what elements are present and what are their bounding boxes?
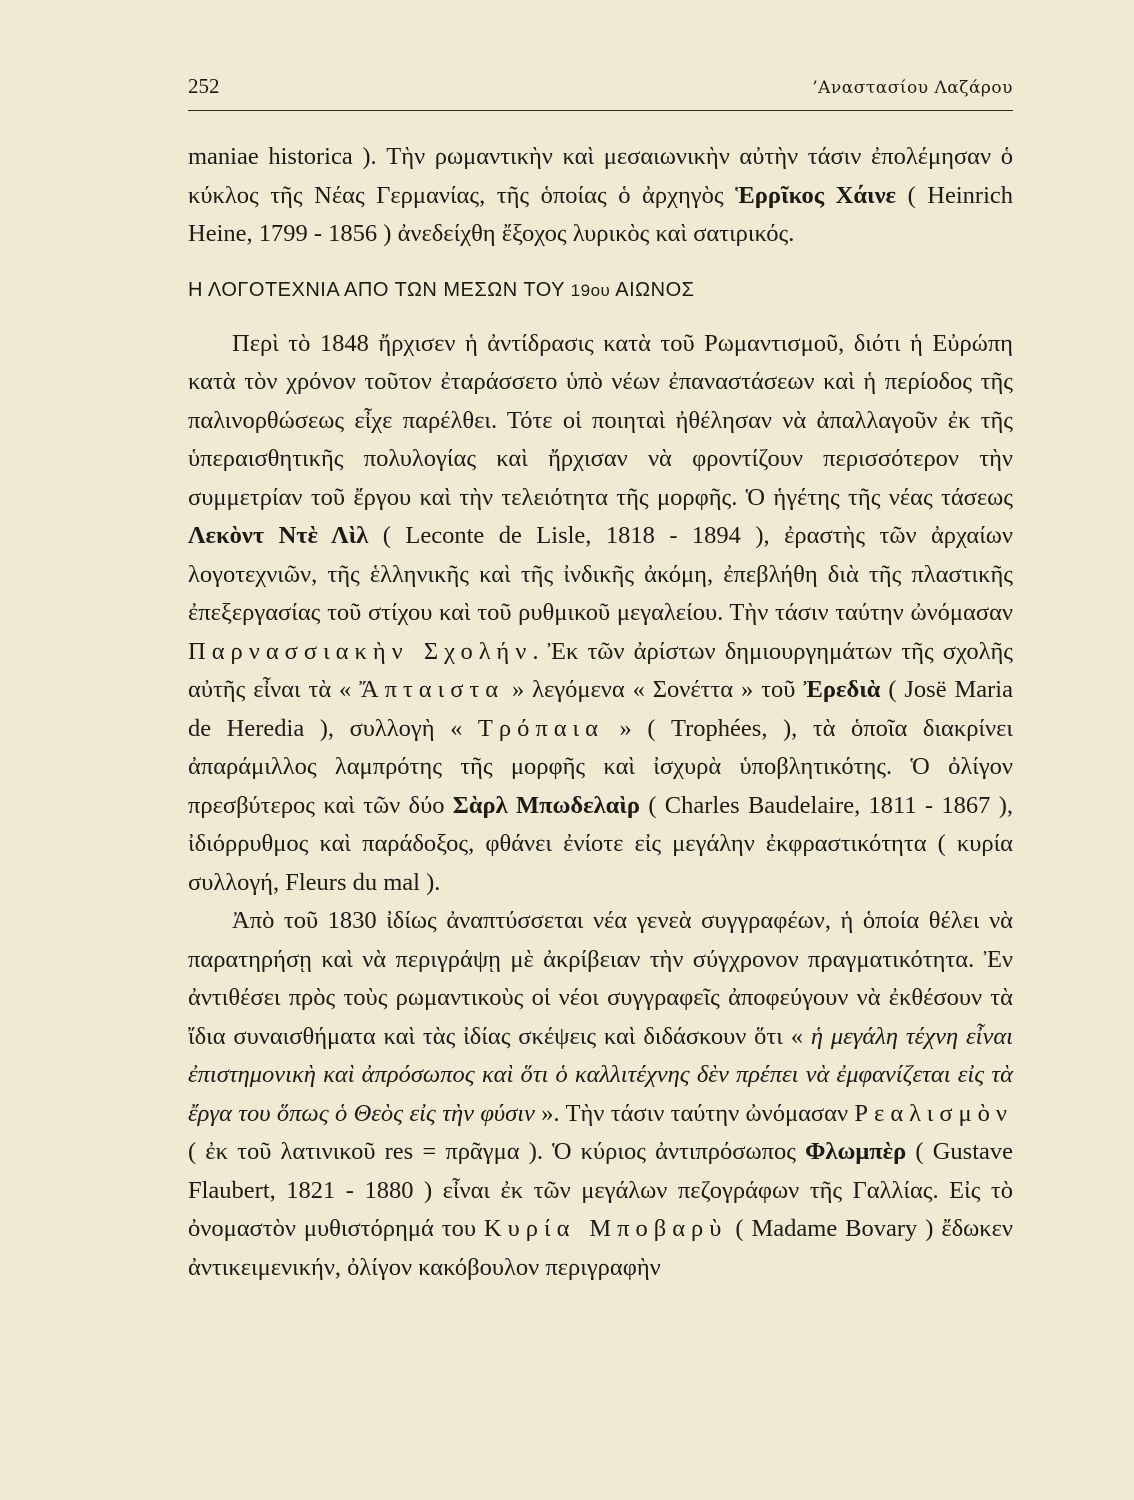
bold-name-leconte: Λεκὸντ Ντὲ Λὶλ <box>188 522 369 549</box>
running-head: ’Αναστασίου Λαζάρου <box>812 78 1013 98</box>
heading-end: ΑΙΩΝΟΣ <box>610 278 695 301</box>
bold-name-baudelaire: Σὰρλ Μπωδελαὶρ <box>452 791 641 819</box>
text-run: Περὶ τὸ 1848 ἤρχισεν ἡ ἀντίδρασις κατὰ τοῦ Ρωμαντισμοῦ, διότι ἡ Εὐρώπη κατὰ τὸν χρόνον τοῦτον ἐταράσσετο ὑπὸ νέων ἐπαναστάσεων καὶ ἡ περίοδος τῆς παλινορθώσεως εἶχε παρέλθει. Τότε οἱ ποιηταὶ ἠθέλησαν νὰ ἀπαλλαγοῦν ἐκ τῆς ὑπεραισθητικῆς πολυλογίας καὶ ἤρχισαν νὰ φροντίζουν περισσότερον τὴν συμμετρίαν τοῦ ἔργου καὶ τὴν τελειότητα τῆς μορφῆς. Ὁ ἡγέτης τῆς νέας τάσεως <box>188 329 1013 511</box>
spaced-term-parnassian-school: Παρνασσιακὴν Σχολήν <box>188 637 533 665</box>
bold-name-heredia: Ἐρεδιὰ <box>803 676 881 703</box>
page-number: 252 <box>188 74 220 98</box>
text-run: . Ἐκ τῶν ἀρίστων δημιουργημάτων τῆς σχολῆς αὐτῆς εἶναι τὰ « <box>188 637 1013 703</box>
text-run: ( ἐκ τοῦ λατινικοῦ res = πρᾶγμα ). Ὁ κύριος ἀντιπρόσωπος <box>188 1138 806 1165</box>
text-run: » λεγόμενα « Σονέττα » τοῦ <box>504 676 804 703</box>
heading-main: Η ΛΟΓΟΤΕΧΝΙΑ ΑΠΟ ΤΩΝ ΜΕΣΩΝ ΤΟΥ <box>188 278 571 301</box>
spaced-term-tropaia: Τρόπαια <box>477 714 604 742</box>
text-run: ( Charles Baudelaire, 1811 - 1867 ), ἰδιόρρυθμος καὶ παράδοξος, φθάνει ἐνίοτε εἰς μεγάλην ἐκφραστικότητα ( κυρία συλλογή, Fleurs du mal ). <box>188 791 1013 896</box>
text-run: Ἀπὸ τοῦ 1830 ἰδίως ἀναπτύσσεται νέα γενεὰ συγγραφέων, ἡ ὁποία θέλει νὰ παρατηρήσῃ καὶ νὰ περιγράψῃ μὲ ἀκρίβειαν τὴν σύγχρονον πραγματικότητα. Ἐν ἀντιθέσει πρὸς τοὺς ρωμαντικοὺς οἱ νέοι συγγραφεῖς ἀποφεύγουν νὰ ἐκθέσουν τὰ ἴδια συναισθήματα καὶ τὰς ἰδίας σκέψεις καὶ διδάσκουν ὅτι « <box>188 907 1013 1050</box>
paragraph-realism <box>188 902 1013 1287</box>
text-run: ( Leconte de Lisle, 1818 - 1894 ), ἐραστὴς τῶν ἀρχαίων λογοτεχνιῶν, τῆς ἑλληνικῆς καὶ τῆς ἰνδικῆς ἀκόμη, ἐπεβλήθη διὰ τῆς πλαστικῆς ἐπεξεργασίας τοῦ στίχου καὶ τοῦ ρυθμικοῦ μεγαλείου. Τὴν τάσιν ταύτην ὠνόμασαν <box>188 522 1014 626</box>
body-text <box>188 138 1013 1287</box>
text-run: ( Heinrich Heine, 1799 - 1856 ) ἀνεδείχθη ἔξοχος λυρικὸς καὶ σατιρικός. <box>188 181 1014 247</box>
spaced-term-realism: Ρεαλισμὸν <box>854 1099 1013 1127</box>
bold-name-heine: Ἑρρῖκος Χάινε <box>735 181 897 209</box>
text-run: ( Madame Bovary ) ἔδωκεν ἀντικειμενικήν, ὀλίγον κακόβουλον περιγραφὴν <box>188 1215 1014 1281</box>
text-run: ( Josë Maria de Heredia ), συλλογὴ « <box>188 676 1013 742</box>
heading-century: 19ου <box>570 280 611 300</box>
paragraph-parnassian <box>188 325 1013 903</box>
text-run: » ( Trophées, ), τὰ ὁποῖα διακρίνει ἀπαράμιλλος λαμπρότης τῆς μορφῆς καὶ ἰσχυρὰ ὑποβλητικότης. Ὁ ὀλίγον πρεσβύτερος καὶ τῶν δύο <box>188 714 1013 819</box>
bold-name-flaubert: Φλωμπὲρ <box>805 1138 907 1165</box>
text-run: ». Τὴν τάσιν ταύτην ὠνόμασαν <box>534 1099 855 1127</box>
text-run: maniae historica ). Τὴν ρωμαντικὴν καὶ μεσαιωνικὴν αὐτὴν τάσιν ἐπολέμησαν ὁ κύκλος τῆς Νέας Γερμανίας, τῆς ὁποίας ὁ ἀρχηγὸς <box>188 143 1013 209</box>
page-header <box>188 70 1013 111</box>
paragraph-heine <box>188 138 1013 254</box>
spaced-term-aptaista: Ἄπταιστα <box>359 676 505 703</box>
italic-quote: ἡ μεγάλη τέχνη εἶναι ἐπιστημονικὴ καὶ ἀπρόσωπος καὶ ὅτι ὁ καλλιτέχνης δὲν πρέπει νὰ ἐμφανίζεται εἰς τὰ ἔργα του ὅπως ὁ Θεὸς εἰς τὴν φύσιν <box>188 1022 1013 1127</box>
section-heading <box>188 277 1013 304</box>
spaced-term-madame-bovary: Κυρία Μποβαρὺ <box>483 1215 728 1242</box>
text-run: ( Gustave Flaubert, 1821 - 1880 ) εἶναι ἐκ τῶν μεγάλων πεζογράφων τῆς Γαλλίας. Εἰς τὸ ὀνομαστὸν μυθιστόρημά του <box>188 1138 1013 1242</box>
